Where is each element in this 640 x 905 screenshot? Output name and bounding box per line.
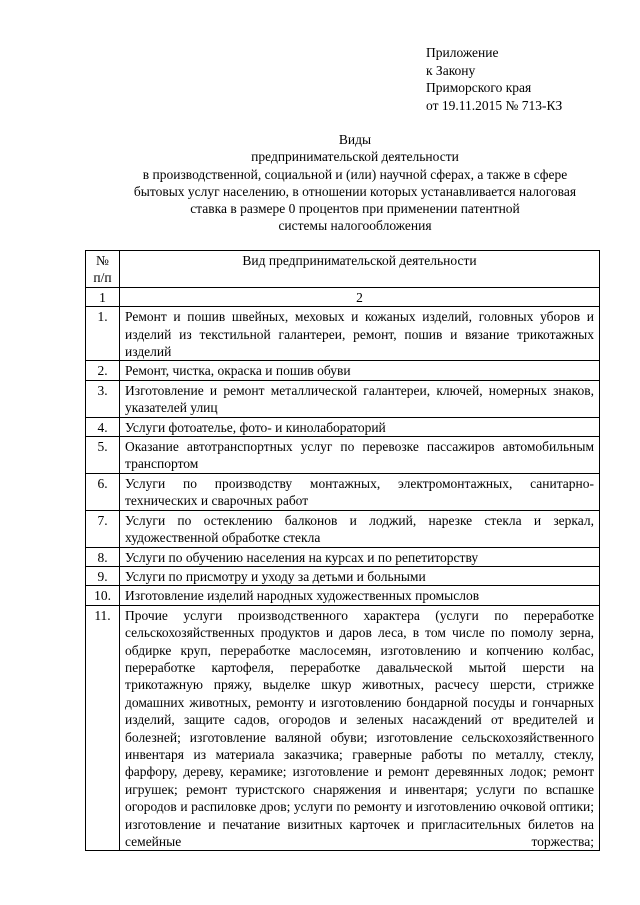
column-number-1: 1 [86,287,120,306]
table-row [86,417,600,436]
table-row [86,307,600,361]
table-row [86,361,600,380]
row-num: 3. [86,380,120,417]
row-text: Прочие услуги производственного характера (услуги по переработке сельскохозяйственных продуктов и даров леса, в том числе по помолу зерна, обдирке круп, переработке маслосемян, изготовлению и копчению колбас, переработке картофеля, переработке давальческой мытой шерсти на трикотажную пряжу, выделке шкур животных, расчесу шерсти, стрижке домашних животных, ремонту и изготовлению бондарной посуды и гончарных изделий, защите садов, огородов и зеленых насаждений от вредителей и болезней; изготовление валяной обуви; изготовление сельскохозяйственного инвентаря из материала заказчика; граверные работы по металлу, стеклу, фарфору, дереву, керамике; изготовление и ремонт деревянных лодок; ремонт игрушек; ремонт туристского снаряжения и инвентаря; услуги по вспашке огородов и распиловке дров; услуги по ремонту и изготовлению очковой оптики; изготовление и печатание визитных карточек и пригласительных билетов на семейные торжества; [120,605,600,851]
activities-table [85,250,600,851]
column-number-2: 2 [120,287,600,306]
row-text: Услуги фотоателье, фото- и кинолабораторий [120,417,600,436]
table-row [86,380,600,417]
table-row [86,437,600,474]
row-num: 4. [86,417,120,436]
header-activity: Вид предпринимательской деятельности [120,251,600,288]
table-row [86,566,600,585]
appendix-line: Приморского края [426,80,532,95]
table-row [86,586,600,605]
header-num: № п/п [86,251,120,288]
row-text: Изготовление изделий народных художественных промыслов [120,586,600,605]
row-num: 6. [86,473,120,510]
row-text: Услуги по производству монтажных, электромонтажных, санитарно-технических и сварочных работ [120,473,600,510]
table-row [86,547,600,566]
column-numbers-row [86,287,600,306]
row-text: Изготовление и ремонт металлической галантереи, ключей, номерных знаков, указателей улиц [120,380,600,417]
appendix-block [426,44,562,114]
document-title [60,131,640,235]
row-num: 8. [86,547,120,566]
title-line: Виды [338,132,372,147]
row-num: 5. [86,437,120,474]
row-num: 1. [86,307,120,361]
table-header-row [86,251,600,288]
appendix-line: к Закону [426,62,476,78]
row-text: Ремонт, чистка, окраска и пошив обуви [120,361,600,380]
row-num: 9. [86,566,120,585]
row-num: 7. [86,510,120,547]
row-text: Ремонт и пошив швейных, меховых и кожаных изделий, головных уборов и изделий из текстильной галантереи, ремонт, пошив и вязание трикотажных изделий [120,307,600,361]
table-row [86,473,600,510]
row-text: Оказание автотранспортных услуг по перевозке пассажиров автомобильным транспортом [120,437,600,474]
row-text: Услуги по обучению населения на курсах и по репетиторству [120,547,600,566]
title-line: системы налогообложения [278,218,432,234]
table-row [86,605,600,851]
title-line: предпринимательской деятельности [251,149,459,165]
row-text: Услуги по остеклению балконов и лоджий, нарезке стекла и зеркал, художественной обработке стекла [120,510,600,547]
appendix-line: от 19.11.2015 № 713-КЗ [426,97,563,113]
row-num: 11. [86,605,120,851]
title-line: ставка в размере 0 процентов при применении патентной [190,201,520,217]
table-row [86,510,600,547]
title-line: бытовых услуг населению, в отношении которых устанавливается налоговая [133,183,577,199]
row-num: 2. [86,361,120,380]
appendix-line: Приложение [426,45,499,60]
title-line: в производственной, социальной и (или) научной сферах, а также в сфере [142,166,568,182]
row-num: 10. [86,586,120,605]
row-text: Услуги по присмотру и уходу за детьми и больными [120,566,600,585]
